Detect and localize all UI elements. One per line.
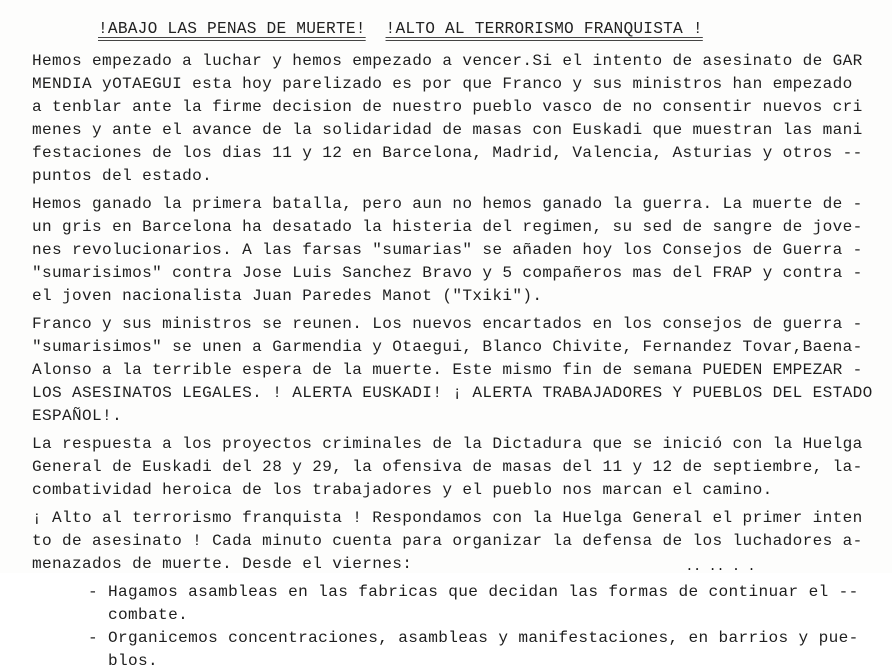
handwritten-mark: ·· ·· · ·	[687, 560, 757, 578]
text-line: puntos del estado.	[32, 167, 213, 185]
document-title	[98, 20, 703, 38]
text-line: to de asesinato ! Cada minuto cuenta para organizar la defensa de los luchadores a-	[32, 532, 863, 550]
title-part-2: !ALTO AL TERRORISMO FRANQUISTA !	[385, 20, 703, 38]
title-part-1: !ABAJO LAS PENAS DE MUERTE!	[98, 20, 366, 38]
text-line: nes revolucionarios. A las farsas "sumarias" se añaden hoy los Consejos de Guerra -	[32, 241, 863, 259]
list-item-line: - Organicemos concentraciones, asambleas y manifestaciones, en barrios y pue-	[88, 629, 859, 647]
text-line: menazados de muerte. Desde el viernes:	[32, 555, 413, 573]
text-line: el joven nacionalista Juan Paredes Manot ("Txiki").	[32, 287, 543, 305]
text-line: "sumarisimos" contra Jose Luis Sanchez Bravo y 5 compañeros mas del FRAP y contra -	[32, 264, 863, 282]
text-line: Hemos ganado la primera batalla, pero aun no hemos ganado la guerra. La muerte de -	[32, 195, 863, 213]
text-line: Alonso a la terrible espera de la muerte. Este mismo fin de semana PUEDEN EMPEZAR -	[32, 361, 863, 379]
text-line: Hemos empezado a luchar y hemos empezado a vencer.Si el intento de asesinato de GAR	[32, 52, 863, 70]
text-line: a tenblar ante la firme decision de nuestro pueblo vasco de no consentir nuevos cri	[32, 98, 863, 116]
list-item-line: blos.	[88, 652, 159, 670]
text-line: Franco y sus ministros se reunen. Los nuevos encartados en los consejos de guerra -	[32, 315, 863, 333]
text-line: festaciones de los dias 11 y 12 en Barcelona, Madrid, Valencia, Asturias y otros --	[32, 144, 863, 162]
list-item-line: - Hagamos asambleas en las fabricas que decidan las formas de continuar el --	[88, 583, 859, 601]
list-item-line: combate.	[88, 606, 189, 624]
text-line: un gris en Barcelona ha desatado la histeria del regimen, su sed de sangre de jove-	[32, 218, 863, 236]
text-line: MENDIA yOTAEGUI esta hoy parelizado es por que Franco y sus ministros han empezado	[32, 75, 853, 93]
text-line: combatividad heroica de los trabajadores y el pueblo nos marcan el camino.	[32, 481, 773, 499]
text-line: "sumarisimos" se unen a Garmendia y Otaegui, Blanco Chivite, Fernandez Tovar,Baena-	[32, 338, 863, 356]
text-line: ESPAÑOL!.	[32, 407, 123, 425]
text-line: ¡ Alto al terrorismo franquista ! Respondamos con la Huelga General el primer inten	[32, 509, 863, 527]
text-line: LOS ASESINATOS LEGALES. ! ALERTA EUSKADI! ¡ ALERTA TRABAJADORES Y PUEBLOS DEL ESTADO	[32, 384, 873, 402]
text-line: La respuesta a los proyectos criminales de la Dictadura que se inició con la Huelga	[32, 435, 863, 453]
text-line: General de Euskadi del 28 y 29, la ofensiva de masas del 11 y 12 de septiembre, la-	[32, 458, 863, 476]
text-line: menes y ante el avance de la solidaridad de masas con Euskadi que muestran las mani	[32, 121, 863, 139]
